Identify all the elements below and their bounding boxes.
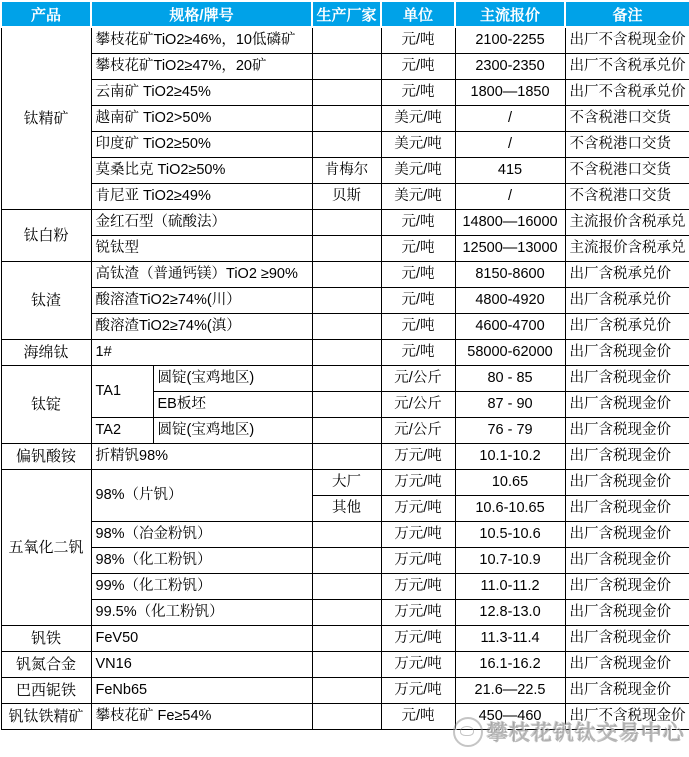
cell-price: / <box>455 132 565 158</box>
table-row <box>1 522 689 548</box>
cell-note: 出厂含税现金价 <box>565 392 689 418</box>
cell-unit: 元/吨 <box>381 236 455 262</box>
cell-manufacturer <box>312 54 381 80</box>
cell-manufacturer <box>312 418 381 444</box>
cell-manufacturer <box>312 392 381 418</box>
cell-unit: 美元/吨 <box>381 106 455 132</box>
cell-unit: 元/吨 <box>381 210 455 236</box>
cell-manufacturer <box>312 236 381 262</box>
cell-product: 五氧化二钒 <box>1 470 91 626</box>
cell-note: 出厂含税现金价 <box>565 626 689 652</box>
cell-spec: 酸溶渣TiO2≥74%(滇） <box>91 314 312 340</box>
cell-unit: 元/吨 <box>381 340 455 366</box>
cell-product: 钛渣 <box>1 262 91 340</box>
cell-manufacturer <box>312 106 381 132</box>
cell-price: 8150-8600 <box>455 262 565 288</box>
cell-spec: 锐钛型 <box>91 236 312 262</box>
cell-unit: 万元/吨 <box>381 522 455 548</box>
cell-unit: 万元/吨 <box>381 496 455 522</box>
cell-note: 出厂不含税现金价 <box>565 27 689 54</box>
cell-manufacturer <box>312 444 381 470</box>
cell-unit: 元/吨 <box>381 27 455 54</box>
cell-spec: 攀枝花矿 Fe≥54% <box>91 704 312 730</box>
cell-product: 钛白粉 <box>1 210 91 262</box>
cell-unit: 美元/吨 <box>381 158 455 184</box>
cell-manufacturer: 其他 <box>312 496 381 522</box>
cell-spec-form: 圆锭(宝鸡地区) <box>153 366 312 392</box>
cell-unit: 元/公斤 <box>381 392 455 418</box>
cell-spec: 99.5%（化工粉钒） <box>91 600 312 626</box>
cell-manufacturer <box>312 210 381 236</box>
table-row <box>1 600 689 626</box>
cell-spec: 98%（冶金粉钒） <box>91 522 312 548</box>
table-row <box>1 574 689 600</box>
cell-price: / <box>455 106 565 132</box>
cell-product: 钛锭 <box>1 366 91 444</box>
cell-spec: 98%（片钒） <box>91 470 312 522</box>
cell-unit: 元/吨 <box>381 262 455 288</box>
cell-unit: 万元/吨 <box>381 574 455 600</box>
cell-price: 10.5-10.6 <box>455 522 565 548</box>
cell-manufacturer <box>312 314 381 340</box>
cell-note: 主流报价含税承兑 <box>565 236 689 262</box>
header-spec: 规格/牌号 <box>91 1 312 27</box>
table-row <box>1 678 689 704</box>
cell-note: 出厂含税现金价 <box>565 600 689 626</box>
cell-spec: 莫桑比克 TiO2≥50% <box>91 158 312 184</box>
cell-product: 巴西铌铁 <box>1 678 91 704</box>
table-row <box>1 314 689 340</box>
cell-note: 出厂不含税承兑价 <box>565 54 689 80</box>
table-row <box>1 288 689 314</box>
cell-note: 不含税港口交货 <box>565 158 689 184</box>
cell-note: 出厂含税现金价 <box>565 652 689 678</box>
cell-product: 钛精矿 <box>1 27 91 210</box>
cell-note: 出厂含税现金价 <box>565 366 689 392</box>
cell-spec-grade: TA2 <box>91 418 153 444</box>
cell-note: 出厂不含税现金价 <box>565 704 689 730</box>
cell-spec-form: EB板坯 <box>153 392 312 418</box>
cell-price: 11.3-11.4 <box>455 626 565 652</box>
table-row <box>1 262 689 288</box>
cell-unit: 美元/吨 <box>381 184 455 210</box>
cell-note: 不含税港口交货 <box>565 132 689 158</box>
cell-price: 4800-4920 <box>455 288 565 314</box>
header-product: 产品 <box>1 1 91 27</box>
cell-unit: 元/吨 <box>381 704 455 730</box>
table-row <box>1 704 689 730</box>
table-row <box>1 340 689 366</box>
table-row <box>1 236 689 262</box>
cell-spec: FeNb65 <box>91 678 312 704</box>
table-row <box>1 27 689 54</box>
cell-price: 2300-2350 <box>455 54 565 80</box>
cell-product: 钒铁 <box>1 626 91 652</box>
cell-manufacturer <box>312 262 381 288</box>
cell-manufacturer <box>312 626 381 652</box>
cell-price: 10.7-10.9 <box>455 548 565 574</box>
cell-note: 出厂含税现金价 <box>565 496 689 522</box>
cell-spec-grade: TA1 <box>91 366 153 418</box>
watermark-text: 攀枝花钒钛交易中心 <box>487 722 685 745</box>
table-row <box>1 652 689 678</box>
cell-spec: 1# <box>91 340 312 366</box>
cell-manufacturer <box>312 340 381 366</box>
header-row <box>1 1 689 27</box>
cell-note: 出厂含税现金价 <box>565 574 689 600</box>
table-row <box>1 80 689 106</box>
cell-manufacturer <box>312 132 381 158</box>
cell-manufacturer: 贝斯 <box>312 184 381 210</box>
cell-unit: 元/公斤 <box>381 418 455 444</box>
cell-price: 12.8-13.0 <box>455 600 565 626</box>
cell-note: 出厂含税现金价 <box>565 340 689 366</box>
cell-spec: FeV50 <box>91 626 312 652</box>
table-row <box>1 444 689 470</box>
cell-price: 80 - 85 <box>455 366 565 392</box>
cell-note: 不含税港口交货 <box>565 184 689 210</box>
cell-note: 出厂含税现金价 <box>565 418 689 444</box>
cell-price: 1800—1850 <box>455 80 565 106</box>
cell-unit: 万元/吨 <box>381 652 455 678</box>
cell-unit: 元/公斤 <box>381 366 455 392</box>
cell-spec: VN16 <box>91 652 312 678</box>
table-row <box>1 158 689 184</box>
cell-note: 不含税港口交货 <box>565 106 689 132</box>
cell-unit: 元/吨 <box>381 80 455 106</box>
cell-spec: 酸溶渣TiO2≥74%(川） <box>91 288 312 314</box>
cell-price: 76 - 79 <box>455 418 565 444</box>
cell-manufacturer <box>312 574 381 600</box>
cell-unit: 万元/吨 <box>381 444 455 470</box>
cell-spec: 98%（化工粉钒） <box>91 548 312 574</box>
cell-manufacturer <box>312 27 381 54</box>
cell-price: 10.65 <box>455 470 565 496</box>
cell-price: 4600-4700 <box>455 314 565 340</box>
table-row <box>1 132 689 158</box>
cell-unit: 万元/吨 <box>381 548 455 574</box>
cell-note: 出厂不含税承兑价 <box>565 80 689 106</box>
cell-unit: 万元/吨 <box>381 600 455 626</box>
cell-unit: 美元/吨 <box>381 132 455 158</box>
cell-price: 2100-2255 <box>455 27 565 54</box>
cell-product: 海绵钛 <box>1 340 91 366</box>
table-row <box>1 210 689 236</box>
table-row <box>1 106 689 132</box>
cell-price: 10.1-10.2 <box>455 444 565 470</box>
cell-manufacturer <box>312 522 381 548</box>
cell-note: 出厂含税现金价 <box>565 678 689 704</box>
cell-price: 16.1-16.2 <box>455 652 565 678</box>
table-row <box>1 418 689 444</box>
cell-note: 出厂含税现金价 <box>565 548 689 574</box>
cell-price: 10.6-10.65 <box>455 496 565 522</box>
table-row <box>1 548 689 574</box>
cell-price: 415 <box>455 158 565 184</box>
table-row <box>1 54 689 80</box>
cell-unit: 元/吨 <box>381 54 455 80</box>
cell-manufacturer <box>312 80 381 106</box>
cell-spec-form: 圆锭(宝鸡地区) <box>153 418 312 444</box>
cell-manufacturer <box>312 652 381 678</box>
header-price: 主流报价 <box>455 1 565 27</box>
header-manufacturer: 生产厂家 <box>312 1 381 27</box>
cell-price: 87 - 90 <box>455 392 565 418</box>
cell-manufacturer <box>312 600 381 626</box>
cell-spec: 云南矿 TiO2≥45% <box>91 80 312 106</box>
cell-unit: 元/吨 <box>381 288 455 314</box>
cell-manufacturer <box>312 288 381 314</box>
cell-spec: 印度矿 TiO2≥50% <box>91 132 312 158</box>
cell-note: 出厂含税承兑价 <box>565 262 689 288</box>
cell-unit: 万元/吨 <box>381 626 455 652</box>
cell-note: 出厂含税现金价 <box>565 470 689 496</box>
cell-product: 钒氮合金 <box>1 652 91 678</box>
cell-spec: 越南矿 TiO2>50% <box>91 106 312 132</box>
cell-spec: 高钛渣（普通钙镁）TiO2 ≥90% <box>91 262 312 288</box>
cell-price: 12500—13000 <box>455 236 565 262</box>
cell-manufacturer: 肯梅尔 <box>312 158 381 184</box>
cell-manufacturer <box>312 704 381 730</box>
cell-manufacturer: 大厂 <box>312 470 381 496</box>
cell-spec: 攀枝花矿TiO2≥46%，10低磷矿 <box>91 27 312 54</box>
cell-manufacturer <box>312 548 381 574</box>
cell-note: 出厂含税承兑价 <box>565 314 689 340</box>
table-row <box>1 626 689 652</box>
cell-spec: 金红石型（硫酸法） <box>91 210 312 236</box>
cell-note: 出厂含税现金价 <box>565 444 689 470</box>
cell-spec: 攀枝花矿TiO2≥47%，20矿 <box>91 54 312 80</box>
header-unit: 单位 <box>381 1 455 27</box>
cell-price: / <box>455 184 565 210</box>
cell-price: 21.6—22.5 <box>455 678 565 704</box>
cell-note: 出厂含税承兑价 <box>565 288 689 314</box>
table-row <box>1 184 689 210</box>
cell-spec: 99%（化工粉钒） <box>91 574 312 600</box>
cell-product: 钒钛铁精矿 <box>1 704 91 730</box>
cell-note: 出厂含税现金价 <box>565 522 689 548</box>
cell-manufacturer <box>312 678 381 704</box>
cell-price: 450—460 <box>455 704 565 730</box>
cell-spec: 折精钒98% <box>91 444 312 470</box>
cell-price: 14800—16000 <box>455 210 565 236</box>
cell-unit: 万元/吨 <box>381 470 455 496</box>
cell-product: 偏钒酸铵 <box>1 444 91 470</box>
table-row <box>1 470 689 496</box>
cell-spec: 肯尼亚 TiO2≥49% <box>91 184 312 210</box>
table-row <box>1 366 689 392</box>
cell-unit: 万元/吨 <box>381 678 455 704</box>
cell-note: 主流报价含税承兑 <box>565 210 689 236</box>
header-note: 备注 <box>565 1 689 27</box>
cell-price: 58000-62000 <box>455 340 565 366</box>
cell-price: 11.0-11.2 <box>455 574 565 600</box>
cell-manufacturer <box>312 366 381 392</box>
cell-unit: 元/吨 <box>381 314 455 340</box>
